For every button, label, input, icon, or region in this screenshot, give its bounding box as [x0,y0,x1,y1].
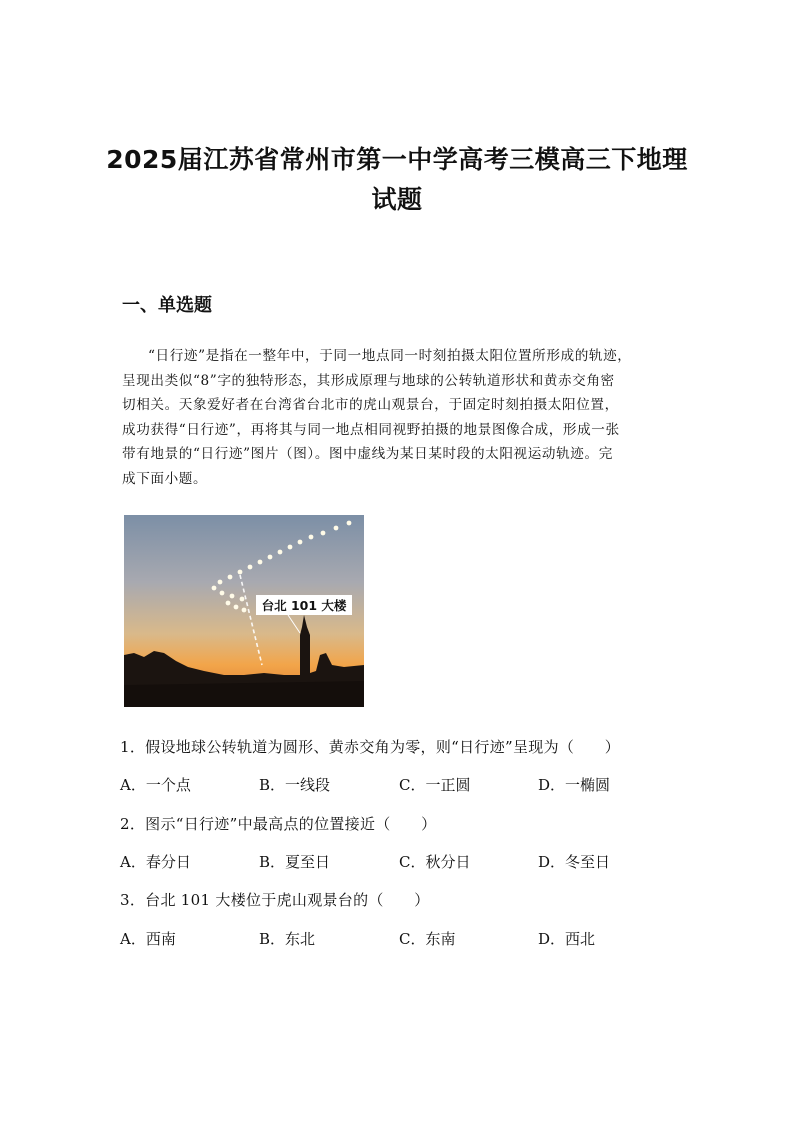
title-line-1: 2025届江苏省常州市第一中学高考三模高三下地理 [106,145,688,174]
analemma-photo [124,515,364,707]
q3-option-c[interactable]: C．东南 [399,930,456,948]
intro-line: 成下面小题。 [122,470,208,487]
question-3: 3．台北 101 大楼位于虎山观景台的（ ） [120,891,430,909]
q3-option-d[interactable]: D．西北 [538,930,596,948]
title-line-2: 试题 [371,185,423,214]
intro-line: “日行迹”是指在一整年中，于同一地点同一时刻拍摄太阳位置所形成的轨迹， [148,348,632,364]
q1-option-c[interactable]: C．一正圆 [399,776,471,794]
q3-option-a[interactable]: A．西南 [120,930,176,948]
q1-option-a[interactable]: A．一个点 [120,776,191,794]
document-title [60,140,734,220]
q1-option-d[interactable]: D．一椭圆 [538,776,611,794]
figure-label: 台北 101 大楼 [261,598,347,613]
q1-option-b[interactable]: B．一线段 [259,776,331,794]
q2-option-a[interactable]: A．春分日 [120,853,191,871]
q3-option-b[interactable]: B．东北 [259,930,316,948]
intro-line: 成功获得“日行迹”，再将其与同一地点相同视野拍摄的地景图像合成，形成一张 [122,421,620,438]
q2-option-d[interactable]: D．冬至日 [538,853,611,871]
intro-line: 带有地景的“日行迹”图片（图）。图中虚线为某日某时段的太阳视运动轨迹。完 [122,446,613,463]
question-1: 1．假设地球公转轨道为圆形、黄赤交角为零，则“日行迹”呈现为（ ） [120,738,621,756]
question-2: 2．图示“日行迹”中最高点的位置接近（ ） [120,815,437,833]
section-heading: 一、单选题 [122,295,212,316]
q2-option-c[interactable]: C．秋分日 [399,853,471,871]
intro-line: 切相关。天象爱好者在台湾省台北市的虎山观景台，于固定时刻拍摄太阳位置， [122,397,619,414]
intro-paragraph [122,344,682,492]
intro-line: 呈现出类似“8”字的独特形态，其形成原理与地球的公转轨道形状和黄赤交角密 [122,372,615,389]
q2-option-b[interactable]: B．夏至日 [259,853,331,871]
city-foreground [124,681,364,707]
